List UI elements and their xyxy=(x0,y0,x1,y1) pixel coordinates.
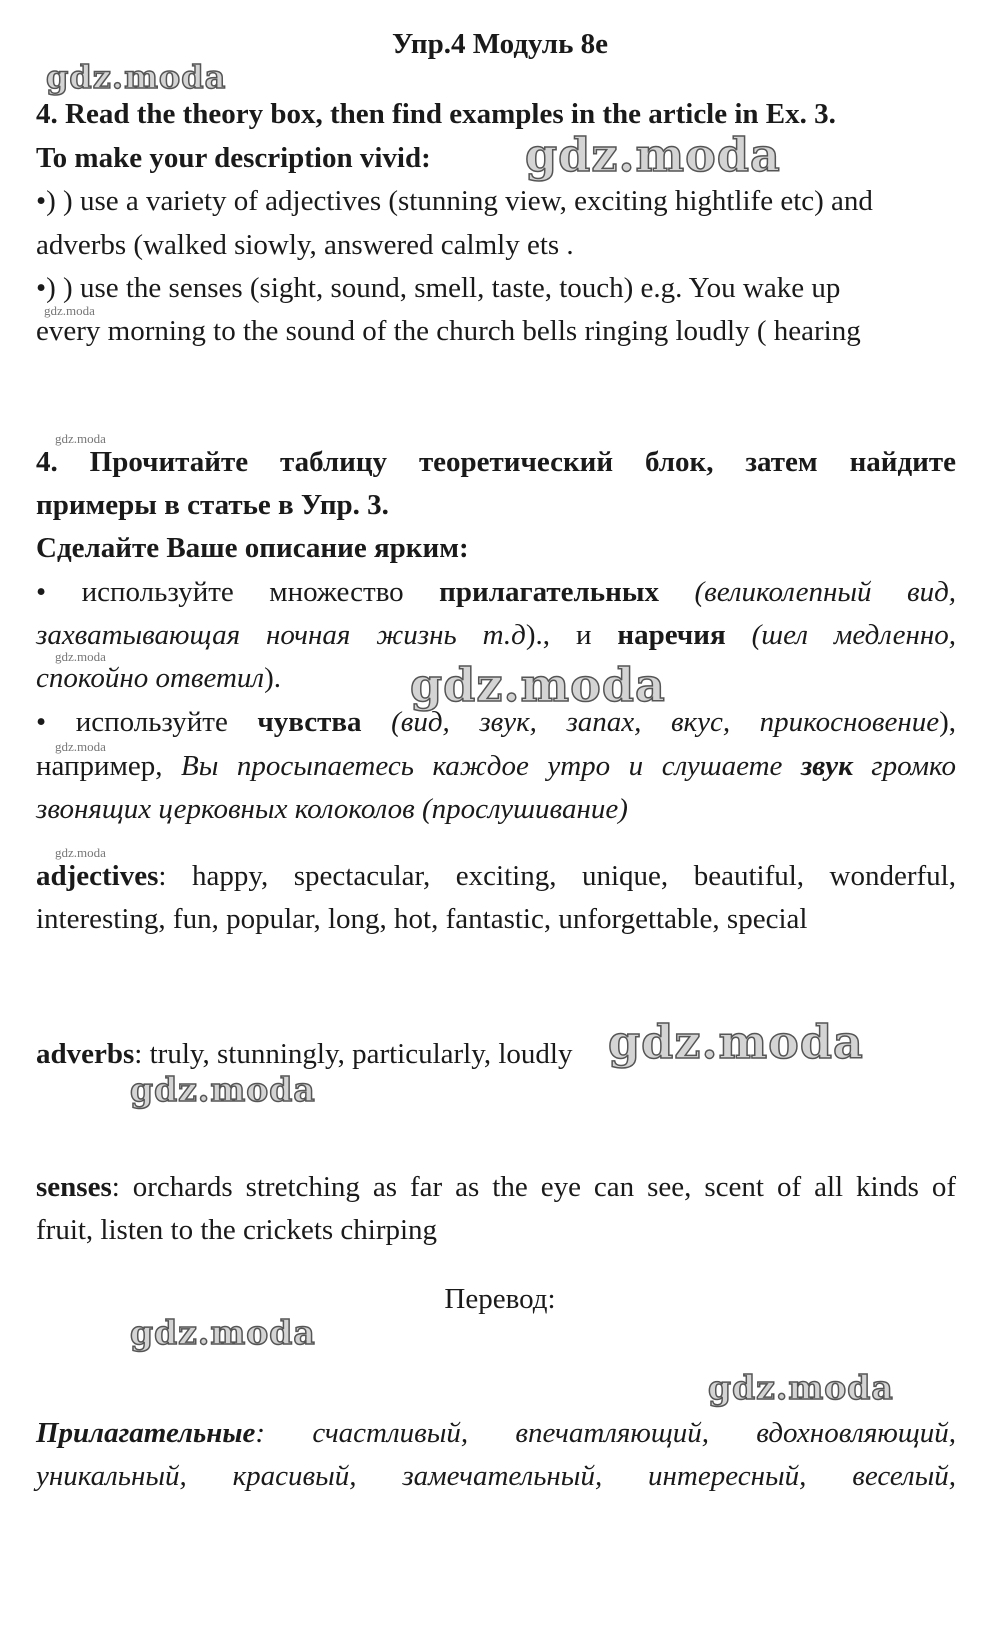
english-bullet-2-line-1: •) ) use the senses (sight, sound, smell, taste, touch) e.g. You wake up xyxy=(36,272,841,304)
russian-bullet-2-line-3: звонящих церковных колоколов (прослушивание) xyxy=(36,793,628,825)
ru-adjectives-line-1: Прилагательные: счастливый, впечатляющий, вдохновляющий, xyxy=(36,1417,956,1449)
russian-heading-line-2: примеры в статье в Упр. 3. xyxy=(36,489,389,521)
russian-bullet-2-line-1: • используйте чувства (вид, звук, запах, вкус, прикосновение), xyxy=(36,706,957,738)
senses-line-1: senses: orchards stretching as far as the eye can see, scent of all kinds of xyxy=(36,1171,956,1203)
russian-subheading: Сделайте Ваше описание ярким: xyxy=(36,532,469,564)
adverbs-line: adverbs: truly, stunningly, particularly, loudly xyxy=(36,1038,573,1070)
english-bullet-1-line-1: •) ) use a variety of adjectives (stunning view, exciting hightlife etc) and xyxy=(36,185,873,217)
translation-label: Перевод: xyxy=(444,1283,556,1315)
russian-bullet-1-line-2: захватывающая ночная жизнь т.д)., и наречия (шел медленно, xyxy=(36,619,956,651)
watermark-small: gdz.moda xyxy=(44,303,95,318)
watermark: gdz.moda xyxy=(130,1313,316,1352)
senses-line-2: fruit, listen to the crickets chirping xyxy=(36,1214,438,1246)
page-title: Упр.4 Модуль 8е xyxy=(391,28,609,60)
russian-heading-line-1: 4. Прочитайте таблицу теоретический блок, затем найдите xyxy=(36,446,956,478)
english-heading: 4. Read the theory box, then find examples in the article in Ex. 3. xyxy=(36,98,836,130)
watermark: gdz.moda xyxy=(46,58,227,96)
watermark: gdz.moda xyxy=(608,1015,864,1069)
russian-bullet-1-line-3: спокойно ответил). xyxy=(36,662,281,694)
watermark-small: gdz.moda xyxy=(55,431,106,446)
russian-bullet-1-line-1: • используйте множество прилагательных (великолепный вид, xyxy=(36,576,956,608)
watermark-small: gdz.moda xyxy=(55,845,106,860)
english-bullet-2-line-2: every morning to the sound of the church bells ringing loudly ( hearing xyxy=(36,315,861,347)
watermark-small: gdz.moda xyxy=(55,649,106,664)
adjectives-line-2: interesting, fun, popular, long, hot, fantastic, unforgettable, special xyxy=(36,903,808,935)
russian-bullet-2-line-2: например, Вы просыпаетесь каждое утро и слушаете звук громко xyxy=(36,750,956,782)
english-bullet-1-line-2: adverbs (walked siowly, answered calmly ets . xyxy=(36,229,574,261)
ru-adjectives-line-2: уникальный, красивый, замечательный, интересный, веселый, xyxy=(36,1460,956,1492)
watermark: gdz.moda xyxy=(130,1070,316,1109)
watermark: gdz.moda xyxy=(708,1368,894,1407)
watermark-small: gdz.moda xyxy=(55,739,106,754)
watermark: gdz.moda xyxy=(410,658,666,712)
adjectives-line-1: adjectives: happy, spectacular, exciting, unique, beautiful, wonderful, xyxy=(36,860,956,892)
watermark: gdz.moda xyxy=(525,128,781,182)
english-subheading: To make your description vivid: xyxy=(36,142,431,174)
